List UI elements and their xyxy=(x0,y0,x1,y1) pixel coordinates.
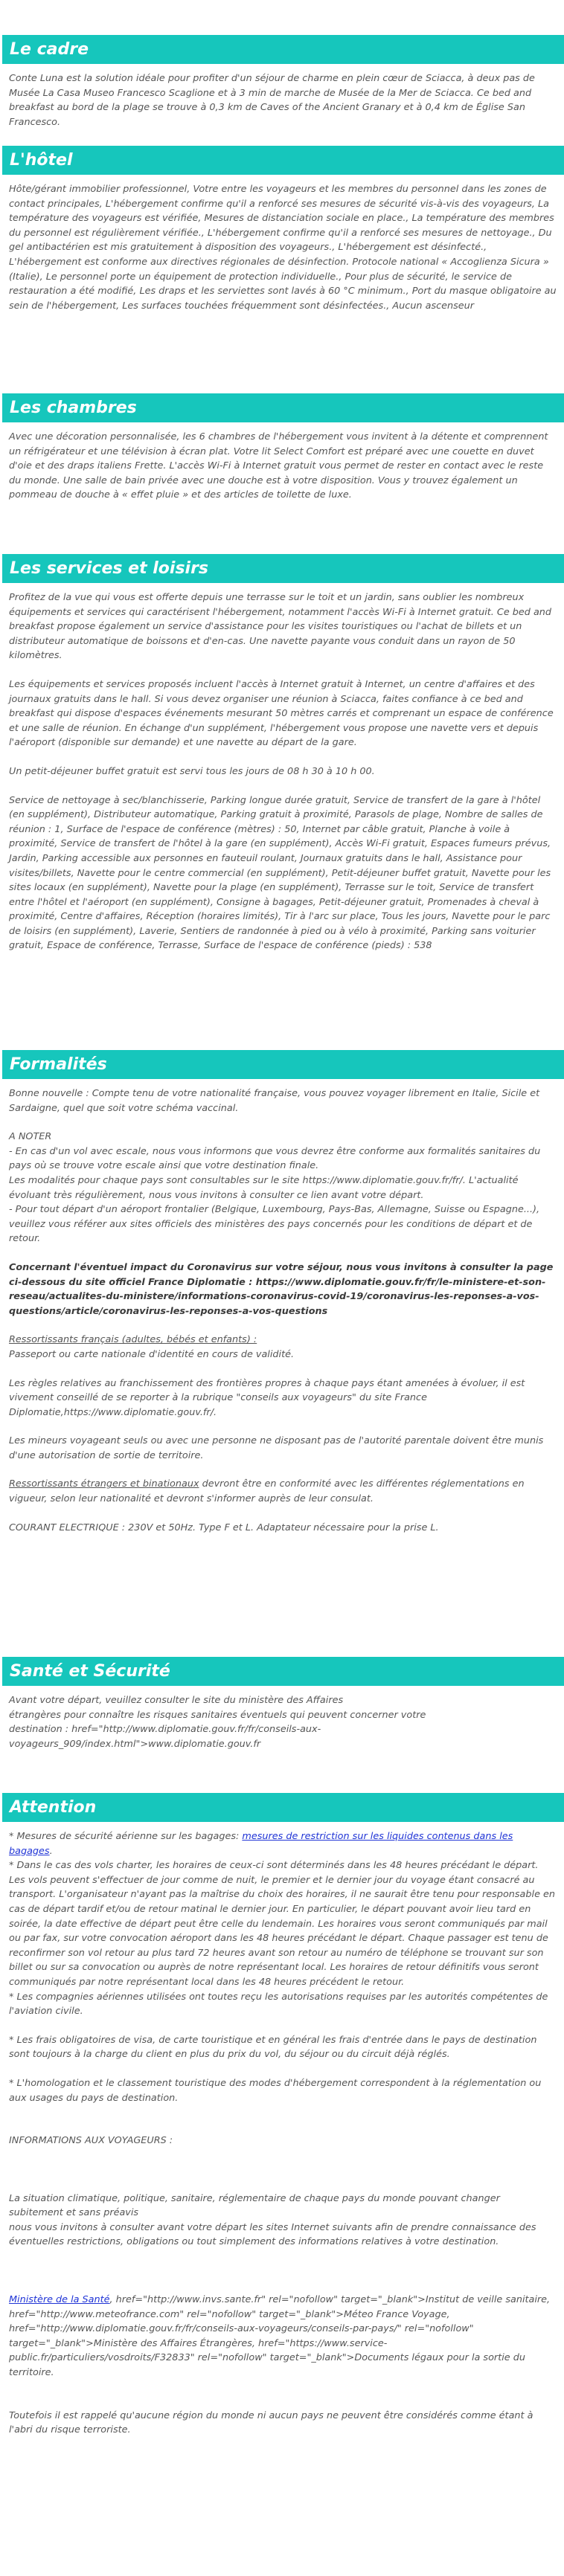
paragraph-text: * Mesures de sécurité aérienne sur les bagages: xyxy=(9,1831,243,1842)
paragraph xyxy=(9,1693,557,1751)
note-line: Les modalités pour chaque pays sont consultables sur le site https://www.diplomatie.gouv.fr/fr/. L'actualité évoluant très régulièrement, nous vous invitons à consulter ce lien avant votre départ. xyxy=(9,1174,519,1201)
paragraph-text: . xyxy=(49,1845,53,1857)
paragraph-text: , href="http://www.invs.sante.fr" rel="nofollow" target="_blank">Institut de veille sanitaire, href="http://www.meteofrance.com" rel="nofollow" target="_blank">Méteo France Voyage, href="http://www.diplomatie.gouv.fr/fr/conseils-aux-voyageurs/conseils-par-pays/" rel="nofollow" target="_blank">Ministère des Affaires Étrangères, href="https://www.service-public.fr/particuliers/vosdroits/F32833" rel="nofollow" target="_blank">Documents légaux pour la sortie du territoire. xyxy=(9,2294,551,2379)
section-body xyxy=(0,422,564,503)
section-title: Les chambres xyxy=(2,393,564,422)
note-block xyxy=(9,1130,557,1246)
paragraph-text: devront être en conformité avec les différentes réglementations en vigueur, selon leur nationalité et devront s'informer auprès de leur consulat. xyxy=(9,1478,525,1505)
section-formalites xyxy=(0,1050,564,1535)
paragraph: * Dans le cas des vols charter, les horaires de ceux-ci sont déterminés dans les 48 heures précédant le départ. Les vols peuvent s'effectuer de jour comme de nuit, le premier et le dernier jour du voyage étant consacré au transport. L'organisateur n'ayant pas la maîtrise du choix des horaires, il ne saurait être tenu pour responsable en cas de départ tardif et/ou de retour matinal le dernier jour. En particulier, le départ pouvant avoir lieu tard en soirée, la date effective de départ peut être celle du lendemain. Les horaires vous seront communiqués par mail ou par fax, sur votre convocation aéroport dans les 48 heures précédant le départ. Chaque passager est tenu de reconfirmer son vol retour au plus tard 72 heures avant son retour au numéro de téléphone se trouvant sur son billet ou sur sa convocation ou auprès de notre représentant local. Les horaires de retour définitifs vous seront communiqués par notre représentant local dans les 48 heures précédent le retour. xyxy=(9,1860,555,1988)
section-title: Formalités xyxy=(2,1050,564,1079)
section-title: Les services et loisirs xyxy=(2,554,564,583)
paragraph: Un petit-déjeuner buffet gratuit est servi tous les jours de 08 h 30 à 10 h 00. xyxy=(9,765,375,777)
section-hotel xyxy=(0,146,564,313)
subheading: Ressortissants français (adultes, bébés et enfants) : xyxy=(9,1334,257,1346)
note-line: - En cas d'un vol avec escale, nous vous informons que vous devrez être conforme aux formalités sanitaires du pays où se trouve votre escale ainsi que votre destination finale. xyxy=(9,1145,541,1172)
section-title: Attention xyxy=(2,1793,564,1822)
paragraph: Les équipements et services proposés incluent l'accès à Internet gratuit à Internet, un centre d'affaires et des journaux gratuits dans le hall. Si vous devez organiser une réunion à Sciacca, faites confiance à ce bed and breakfast qui dispose d'espaces événements mesurant 50 mètres carrés et comprenant un espace de conférence et une salle de réunion. En échange d'un supplément, l'hébergement vous propose une navette vers et depuis l'aéroport (disponible sur demande) et une navette au départ de la gare. xyxy=(9,678,554,749)
section-body xyxy=(0,1079,564,1535)
paragraph: * Les frais obligatoires de visa, de carte touristique et en général les frais d'entrée dans le pays de destination sont toujours à la charge du client en plus du prix du vol, du séjour ou du circuit déjà réglés. xyxy=(9,2034,537,2061)
section-body xyxy=(0,64,564,129)
paragraph xyxy=(9,2293,557,2380)
ministere-sante-link[interactable]: Ministère de la Santé xyxy=(9,2294,110,2306)
liquid-restriction-link[interactable]: mesures de restriction sur les liquides contenus dans les bagages xyxy=(9,1831,513,1857)
paragraph: Toutefois il est rappelé qu'aucune région du monde ni aucun pays ne peuvent être considérés comme étant à l'abri du risque terroriste. xyxy=(9,2409,533,2436)
section-body xyxy=(0,1686,564,1751)
info-title: INFORMATIONS AUX VOYAGEURS : xyxy=(9,2135,173,2147)
paragraph xyxy=(9,1333,557,1362)
text-line: étrangères pour connaître les risques sanitaires éventuels qui peuvent concerner votre xyxy=(9,1709,426,1721)
paragraph: Hôte/gérant immobilier professionnel, Votre entre les voyageurs et les membres du personnel dans les zones de contact principales, L'hébergement confirme qu'il a renforcé ses mesures de sécurité vis-à-vis des voyageurs, La température des voyageurs est vérifiée, Mesures de distanciation sociale en place., La température des membres du personnel est régulièrement vérifiée., L'hébergement confirme qu'il a renforcé ses mesures de nettoyage., Du gel antibactérien est mis gratuitement à disposition des voyageurs., L'hébergement est désinfecté., L'hébergement est conforme aux directives régionales de désinfection. Protocole national « Accoglienza Sicura » (Italie), Le personnel porte un équipement de protection individuelle., Pour plus de sécurité, le service de restauration a été modifié, Les draps et les serviettes sont lavés à 60 °C minimum., Port du masque obligatoire au sein de l'hébergement, Les surfaces touchées fréquemment sont désinfectées., Aucun ascenseur xyxy=(9,184,557,312)
section-title: L'hôtel xyxy=(2,146,564,175)
text-line: nous vous invitons à consulter avant votre départ les sites Internet suivants afin de prendre connaissance des éventuelles restrictions, obligations ou tout simplement des informations relatives à votre destination. xyxy=(9,2221,536,2248)
paragraph: Les règles relatives au franchissement des frontières propres à chaque pays étant amenées à évoluer, il est vivement conseillé de se reporter à la rubrique "conseils aux voyageurs" du site France Diplomatie,https://www.diplomatie.gouv.fr/. xyxy=(9,1377,525,1418)
paragraph xyxy=(9,1477,557,1506)
note-line: - Pour tout départ d'un aéroport frontalier (Belgique, Luxembourg, Pays-Bas, Allemagne, Suisse ou Espagne...), veuillez vous référer aux sites officiels des ministères des pays concernés pour les conditions de départ et de retour. xyxy=(9,1204,540,1245)
section-attention xyxy=(0,1793,564,2438)
subheading: Ressortissants étrangers et binationaux xyxy=(9,1478,199,1490)
paragraph: * Les compagnies aériennes utilisées ont toutes reçu les autorisations requises par les autorités compétentes de l'aviation civile. xyxy=(9,1991,548,2018)
section-body xyxy=(0,583,564,953)
paragraph-text: Passeport ou carte nationale d'identité en cours de validité. xyxy=(9,1348,295,1360)
note-line: A NOTER xyxy=(9,1131,52,1143)
section-body xyxy=(0,1822,564,2438)
paragraph: COURANT ELECTRIQUE : 230V et 50Hz. Type F et L. Adaptateur nécessaire pour la prise L. xyxy=(9,1522,439,1533)
section-cadre xyxy=(0,35,564,129)
paragraph: Profitez de la vue qui vous est offerte depuis une terrasse sur le toit et un jardin, sans oublier les nombreux équipements et services qui caractérisent l'hébergement, notamment l'accès Wi-Fi à Internet gratuit. Ce bed and breakfast propose également un service d'assistance pour les visites touristiques ou l'achat de billets et un distributeur automatique de boissons et d'en-cas. Une navette payante vous conduit dans un rayon de 50 kilomètres. xyxy=(9,592,552,662)
section-services xyxy=(0,554,564,953)
section-title: Santé et Sécurité xyxy=(2,1657,564,1686)
text-line: Avant votre départ, veuillez consulter le site du ministère des Affaires xyxy=(9,1695,344,1706)
paragraph: * L'homologation et le classement touristique des modes d'hébergement correspondent à la réglementation ou aux usages du pays de destination. xyxy=(9,2077,542,2104)
paragraph xyxy=(9,2192,557,2250)
paragraph: Avec une décoration personnalisée, les 6 chambres de l'hébergement vous invitent à la détente et comprennent un réfrigérateur et une télévision à écran plat. Votre lit Select Comfort est préparé avec une couette en duvet d'oie et des draps italiens Frette. L'accès Wi-Fi à Internet gratuit vous permet de rester en contact avec le reste du monde. Une salle de bain privée avec une douche est à votre disposition. Vous y trouvez également un pommeau de douche à « effet pluie » et des articles de toilette de luxe. xyxy=(9,431,548,501)
section-title: Le cadre xyxy=(2,35,564,64)
paragraph: Les mineurs voyageant seuls ou avec une personne ne disposant pas de l'autorité parentale doivent être munis d'une autorisation de sortie de territoire. xyxy=(9,1435,544,1461)
paragraph: Conte Luna est la solution idéale pour profiter d'un séjour de charme en plein cœur de Sciacca, à deux pas de Musée La Casa Museo Francesco Scaglione et à 3 min de marche de Musée de la Mer de Sciacca. Ce bed and breakfast au bord de la plage se trouve à 0,3 km de Caves of the Ancient Granary et à 0,4 km de Église San Francesco. xyxy=(9,73,535,128)
paragraph: Bonne nouvelle : Compte tenu de votre nationalité française, vous pouvez voyager librement en Italie, Sicile et Sardaigne, quel que soit votre schéma vaccinal. xyxy=(9,1088,540,1114)
paragraph xyxy=(9,1829,557,1858)
section-chambres xyxy=(0,393,564,503)
section-sante xyxy=(0,1657,564,1751)
section-body xyxy=(0,175,564,313)
paragraph: Service de nettoyage à sec/blanchisserie, Parking longue durée gratuit, Service de transfert de la gare à l'hôtel (en supplément), Distributeur automatique, Parking gratuit à proximité, Parasols de plage, Nombre de salles de réunion : 1, Surface de l'espace de conférence (mètres) : 50, Internet par câble gratuit, Planche à voile à proximité, Service de transfert de l'hôtel à la gare (en supplément), Accès Wi-Fi gratuit, Espaces fumeurs prévus, Jardin, Parking accessible aux personnes en fauteuil roulant, Journaux gratuits dans le hall, Assistance pour visites/billets, Navette pour le centre commercial (en supplément), Petit-déjeuner buffet gratuit, Navette pour les sites locaux (en supplément), Navette pour la plage (en supplément), Terrasse sur le toit, Service de transfert entre l'hôtel et l'aéroport (en supplément), Consigne à bagages, Petit-déjeuner gratuit, Promenades à cheval à proximité, Centre d'affaires, Réception (horaires limités), Tir à l'arc sur place, Tous les jours, Navette pour le parc de loisirs (en supplément), Laverie, Sentiers de randonnée à pied ou à vélo à proximité, Parking sans voiturier gratuit, Espace de conférence, Terrasse, Surface de l'espace de conférence (pieds) : 538 xyxy=(9,794,551,952)
coronavirus-notice: Concernant l'éventuel impact du Coronavirus sur votre séjour, nous vous invitons à consulter la page ci-dessous du site officiel France Diplomatie : https://www.diplomatie.gouv.fr/fr/le-ministere-et-son-reseau/actualites-du-ministere/informations-coronavirus-covid-19/coronavirus-les-reponses-a-vos-questions/article/coronavirus-les-reponses-a-vos-questions xyxy=(9,1261,554,1317)
text-line: destination : href="http://www.diplomatie.gouv.fr/fr/conseils-aux-voyageurs_909/index.html">www.diplomatie.gouv.fr xyxy=(9,1724,321,1750)
text-line: La situation climatique, politique, sanitaire, réglementaire de chaque pays du monde pouvant changer subitement et sans préavis xyxy=(9,2192,500,2219)
